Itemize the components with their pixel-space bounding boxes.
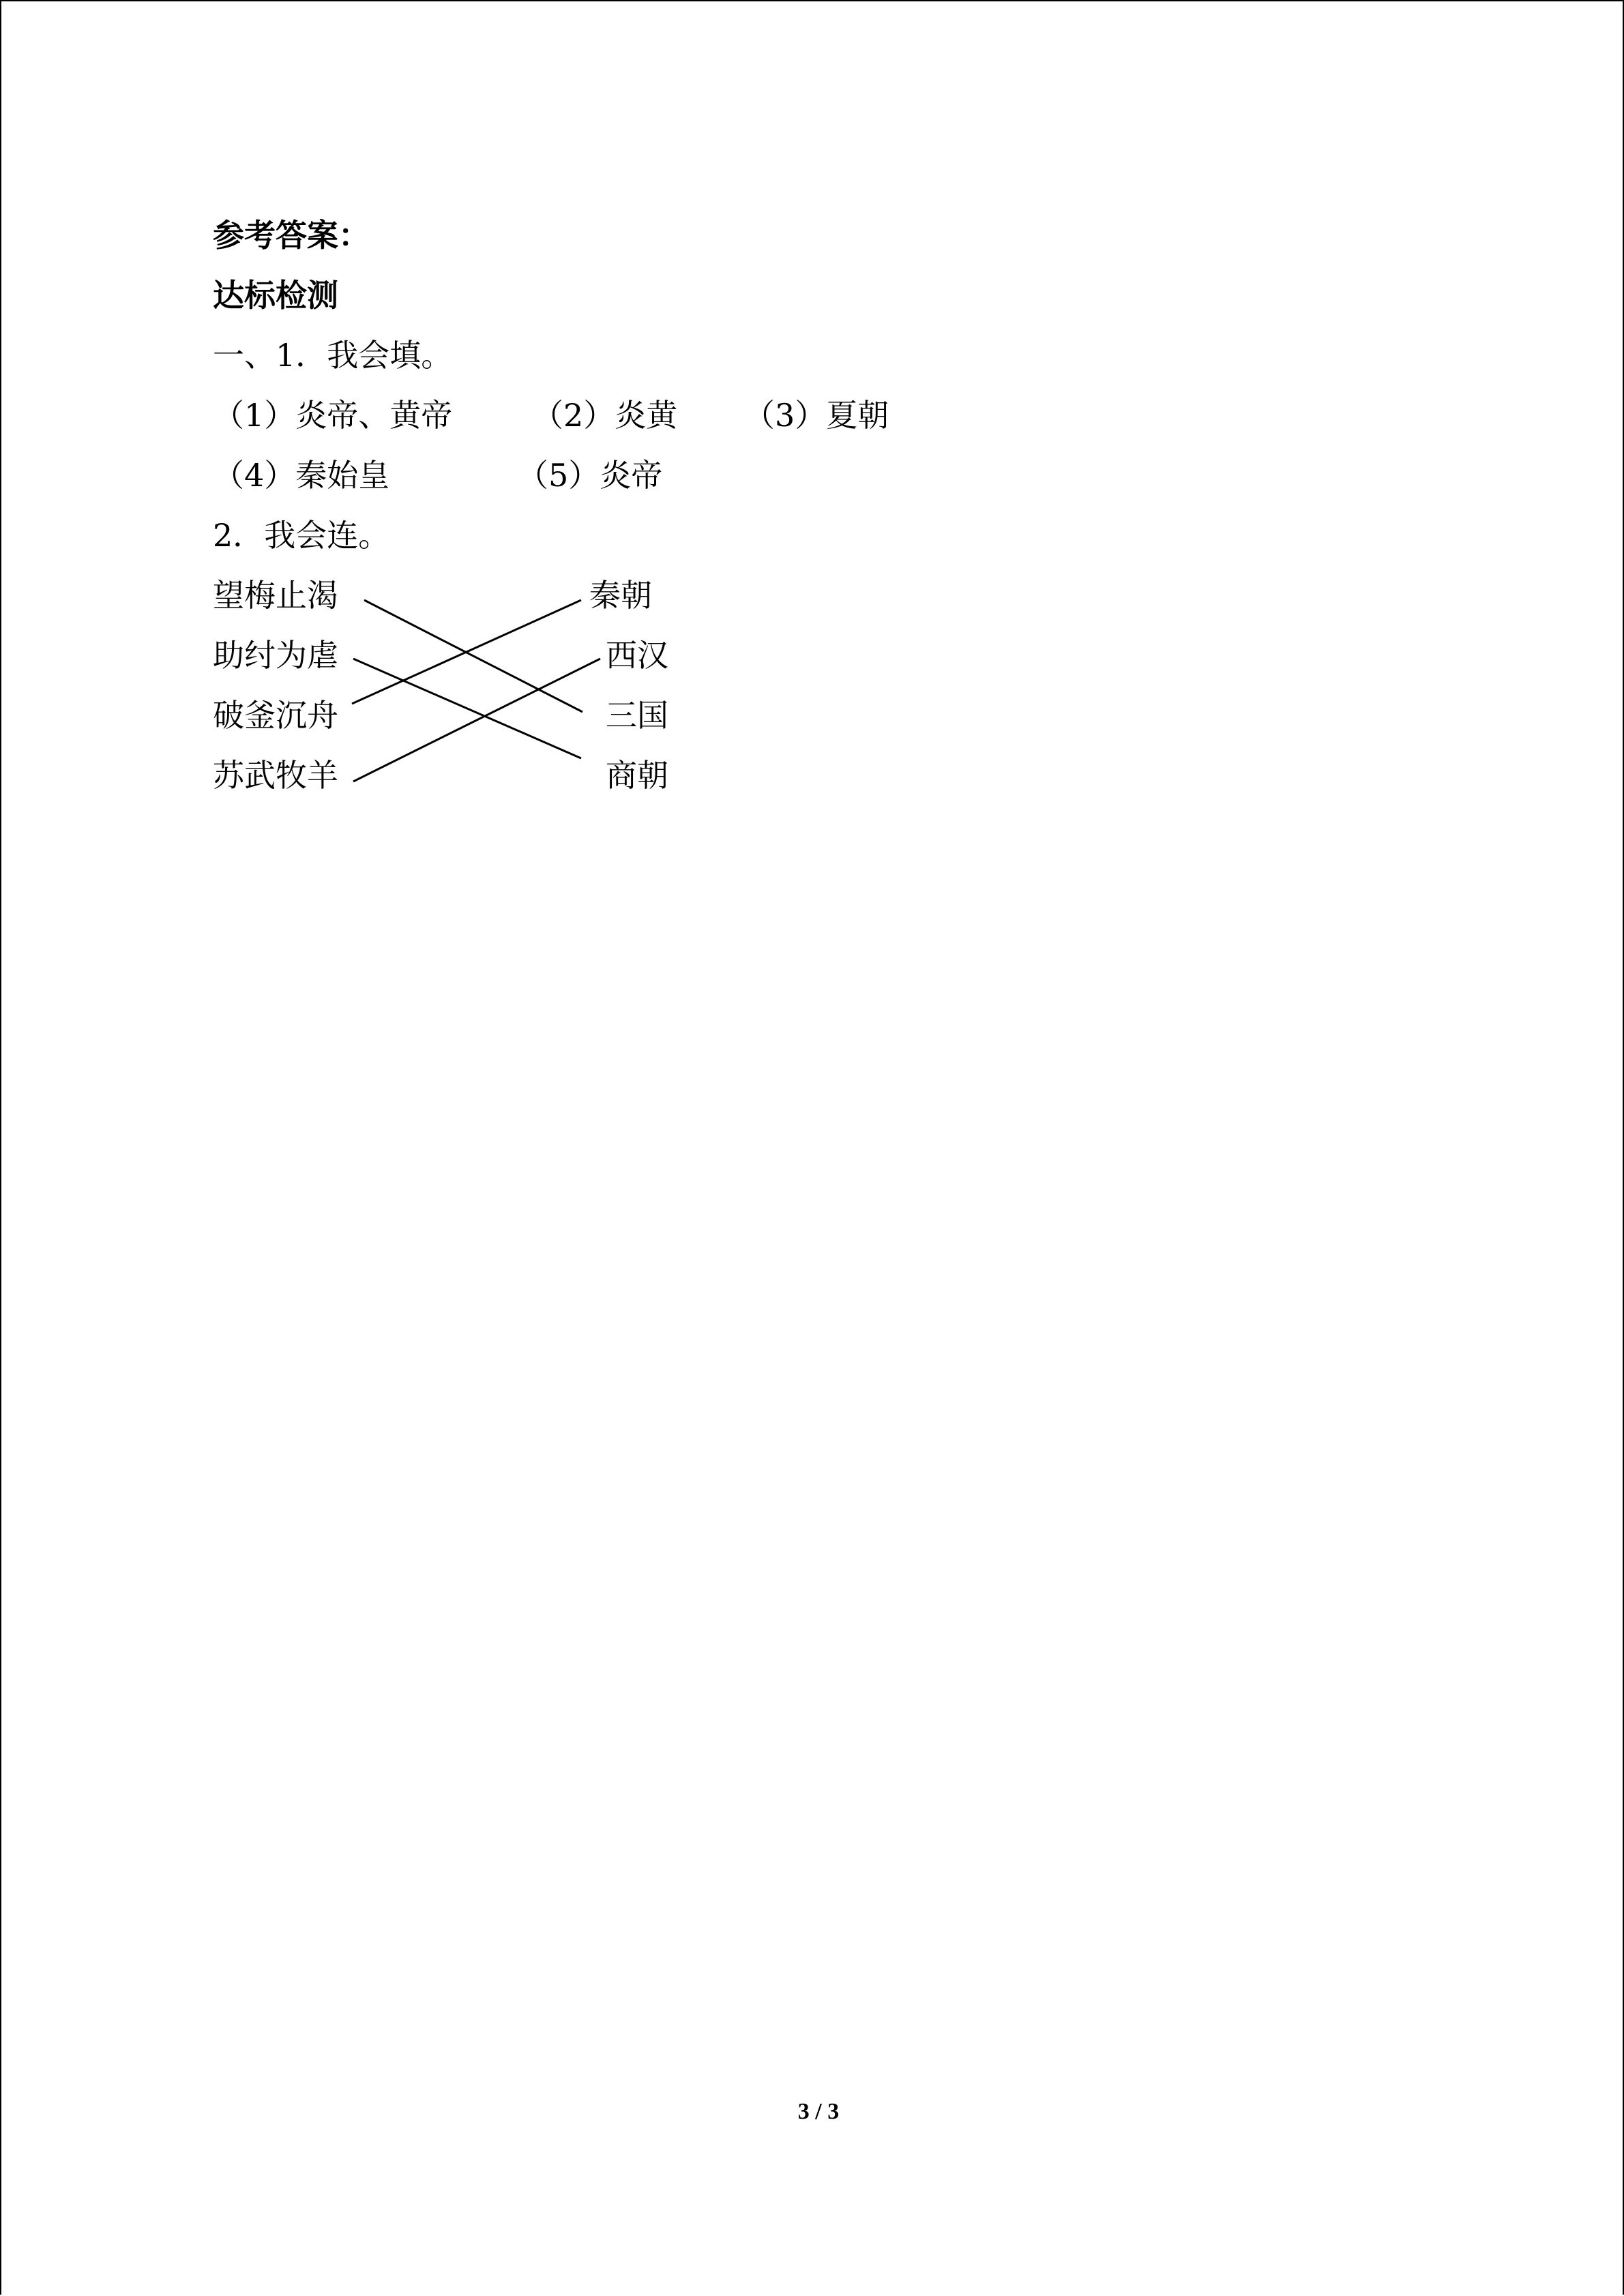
- match-right-item: 秦朝: [589, 577, 652, 614]
- fill-answer-2: （2）炎黄: [532, 397, 678, 434]
- fill-answer-1: （1）炎帝、黄帝: [213, 397, 453, 434]
- match-left-item: 望梅止渴: [213, 577, 338, 614]
- fill-answer-5: （5）炎帝: [517, 457, 663, 494]
- part1-title: 一、1．我会填。: [213, 337, 453, 374]
- match-left-item: 苏武牧羊: [213, 757, 338, 794]
- match-left-item: 助纣为虐: [213, 637, 338, 674]
- match-right-item: 三国: [606, 697, 668, 734]
- section-title: 达标检测: [213, 277, 338, 314]
- fill-answer-3: （3）夏朝: [743, 397, 889, 434]
- part2-title: 2．我会连。: [213, 517, 390, 554]
- match-left-item: 破釜沉舟: [213, 697, 338, 734]
- fill-answer-4: （4）秦始皇: [213, 457, 390, 494]
- page-number: 3 / 3: [797, 2099, 840, 2124]
- match-right-item: 商朝: [606, 757, 668, 794]
- answer-heading: 参考答案：: [213, 217, 370, 254]
- match-right-item: 西汉: [606, 637, 668, 674]
